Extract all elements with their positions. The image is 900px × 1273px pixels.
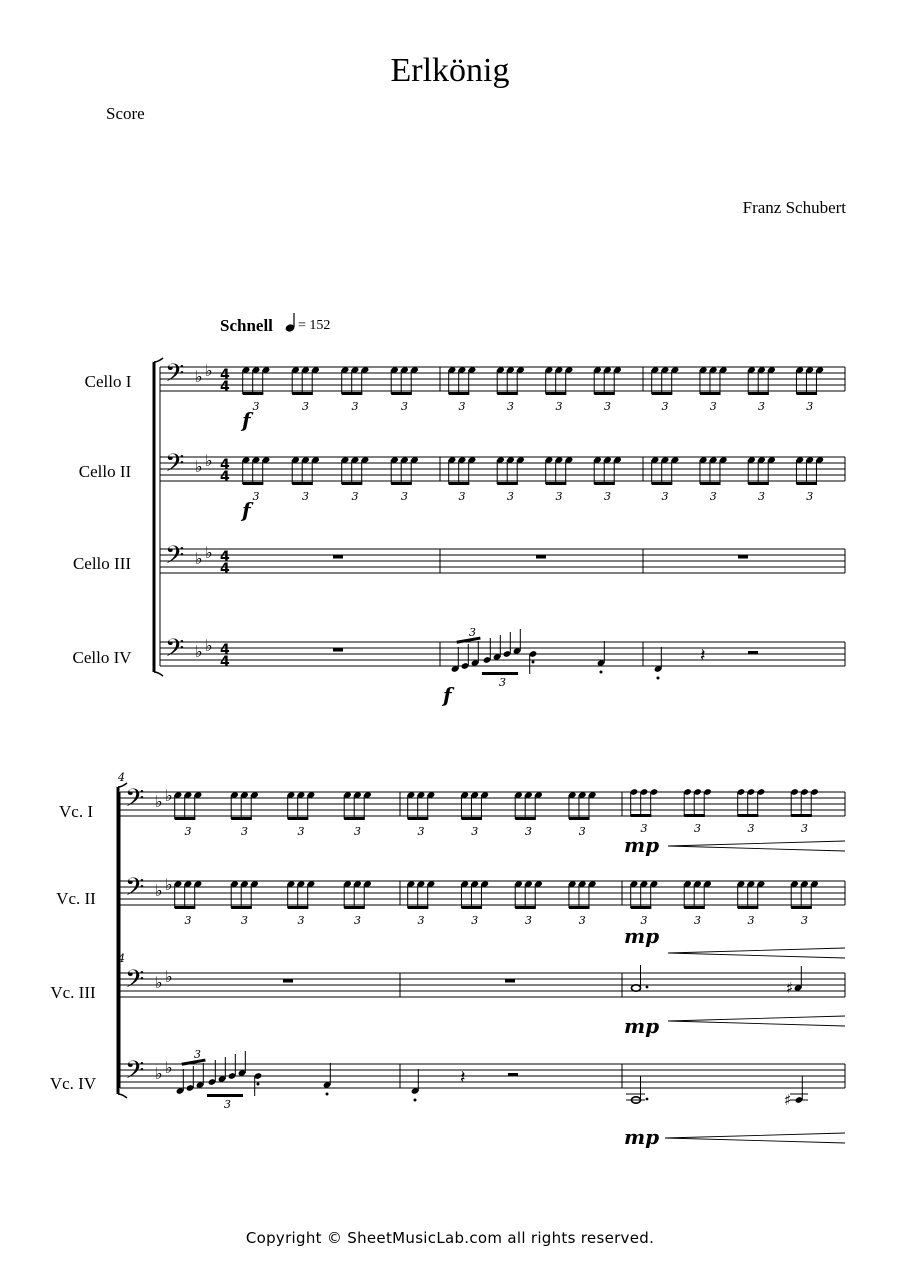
beam	[748, 482, 769, 485]
beam	[391, 392, 412, 395]
beam	[408, 906, 429, 909]
bass-clef-icon: 𝄢	[165, 634, 185, 669]
beam	[449, 392, 470, 395]
augmentation-dot	[646, 1098, 649, 1101]
beam	[652, 392, 673, 395]
tuplet-number: 3	[640, 914, 648, 927]
staff	[160, 642, 845, 666]
tuplet-number: 3	[806, 490, 814, 503]
tuplet-number: 3	[661, 490, 669, 503]
tuplet-number: 3	[252, 490, 260, 503]
flat-icon: ♭	[195, 367, 203, 386]
flat-icon: ♭	[195, 549, 203, 568]
tuplet-number: 3	[458, 400, 466, 413]
flat-icon: ♭	[205, 361, 213, 380]
staccato-dot	[657, 677, 660, 680]
tuplet-number: 3	[525, 825, 532, 838]
tuplet-number: 3	[252, 400, 260, 413]
measure-number: 4	[118, 771, 125, 784]
dynamic-mp: mp	[624, 924, 660, 948]
beam	[461, 906, 482, 909]
tuplet-number: 3	[758, 490, 765, 503]
beam	[738, 906, 759, 909]
tuplet-number: 3	[417, 914, 425, 927]
staccato-dot	[532, 661, 535, 664]
tuplet-number: 3	[471, 914, 479, 927]
sharp-icon: ♯	[784, 1091, 792, 1109]
flat-icon: ♭	[165, 1058, 173, 1077]
staccato-dot	[326, 1093, 329, 1096]
beam	[207, 1094, 243, 1097]
flat-icon: ♭	[165, 967, 173, 986]
beam	[243, 482, 264, 485]
tuplet-number: 3	[604, 490, 611, 503]
crescendo-hairpin	[668, 841, 845, 851]
beam	[342, 392, 363, 395]
tuplet-number: 3	[555, 490, 563, 503]
tuplet-number: 3	[224, 1098, 231, 1111]
tuplet-number: 3	[401, 400, 408, 413]
beam	[288, 906, 309, 909]
instrument-name-vc-2: Vc. II	[56, 889, 96, 908]
beam	[738, 814, 759, 817]
beam	[700, 392, 721, 395]
beam	[175, 906, 196, 909]
tuplet-number: 3	[297, 825, 305, 838]
bass-clef-icon: 𝄢	[165, 449, 185, 484]
flat-icon: ♭	[195, 457, 203, 476]
tuplet-number: 3	[525, 914, 532, 927]
dynamic-mp: mp	[624, 833, 660, 857]
beam	[700, 482, 721, 485]
tuplet-number: 3	[297, 914, 305, 927]
dynamic-f: f	[242, 498, 251, 522]
beam	[515, 817, 536, 820]
tuplet-number: 3	[184, 914, 192, 927]
beam	[546, 482, 567, 485]
tuplet-number: 3	[417, 825, 425, 838]
time-signature: 4	[220, 457, 230, 473]
beam	[292, 482, 313, 485]
half-rest	[508, 1073, 518, 1076]
whole-rest	[283, 979, 293, 983]
beam	[391, 482, 412, 485]
tuplet-number: 3	[401, 490, 408, 503]
crescendo-hairpin	[668, 1016, 845, 1026]
staff	[120, 973, 845, 997]
staff-layer	[117, 358, 845, 1149]
tuplet-number: 3	[184, 825, 192, 838]
tuplet-number: 3	[661, 400, 669, 413]
time-signature: 4	[220, 654, 230, 670]
flat-icon: ♭	[165, 875, 173, 894]
tuplet-number: 3	[747, 822, 755, 835]
beam	[243, 392, 264, 395]
tuplet-number: 3	[302, 490, 309, 503]
beam	[748, 392, 769, 395]
tempo-note-icon	[285, 313, 296, 333]
tuplet-number: 3	[241, 914, 248, 927]
tuplet-number: 3	[555, 400, 563, 413]
beam	[497, 482, 518, 485]
beam	[684, 814, 705, 817]
beam	[652, 482, 673, 485]
tuplet-number: 3	[604, 400, 611, 413]
tuplet-number: 3	[351, 490, 359, 503]
augmentation-dot	[646, 986, 649, 989]
beam	[288, 817, 309, 820]
bracket-hook	[154, 358, 163, 362]
beam	[546, 392, 567, 395]
instrument-name-vc-3: Vc. III	[50, 983, 96, 1002]
dynamic-mp: mp	[624, 1125, 660, 1149]
tuplet-number: 3	[507, 490, 514, 503]
bass-clef-icon: 𝄢	[125, 873, 145, 908]
time-signature: 4	[220, 549, 230, 565]
dynamic-f: f	[242, 408, 251, 432]
composer-name: Franz Schubert	[742, 198, 846, 217]
flat-icon: ♭	[205, 451, 213, 470]
instrument-name-cello-3: Cello III	[72, 554, 132, 573]
beam	[631, 814, 652, 817]
whole-rest	[505, 979, 515, 983]
tuplet-number: 3	[469, 626, 476, 639]
time-signature: 4	[220, 367, 230, 383]
instrument-name-cello-2: Cello II	[78, 462, 132, 481]
beam	[791, 814, 812, 817]
whole-rest	[333, 555, 343, 559]
tuplet-number: 3	[801, 822, 808, 835]
tuplet-number: 3	[241, 825, 248, 838]
flat-icon: ♭	[205, 543, 213, 562]
quarter-rest-icon: 𝄽	[700, 645, 706, 666]
beam	[791, 906, 812, 909]
whole-rest	[536, 555, 546, 559]
beam	[796, 482, 817, 485]
tuplet-number: 3	[354, 825, 361, 838]
dotted-half-note	[632, 985, 641, 991]
bass-clef-icon: 𝄢	[125, 1056, 145, 1091]
instrument-name-vc-4: Vc. IV	[49, 1074, 97, 1093]
time-signature: 4	[220, 642, 230, 658]
beam	[497, 392, 518, 395]
quarter-rest-icon: 𝄽	[460, 1067, 466, 1088]
tuplet-number: 3	[758, 400, 765, 413]
beam	[796, 392, 817, 395]
bass-clef-icon: 𝄢	[125, 784, 145, 819]
beam	[461, 817, 482, 820]
whole-rest	[738, 555, 748, 559]
staccato-dot	[600, 671, 603, 674]
flat-icon: ♭	[195, 642, 203, 661]
half-rest	[748, 651, 758, 654]
beam	[408, 817, 429, 820]
score-label: Score	[106, 104, 145, 123]
tuplet-number: 3	[499, 676, 506, 689]
tempo-bpm: = 152	[298, 318, 331, 333]
whole-rest	[333, 648, 343, 652]
sharp-icon: ♯	[786, 979, 794, 997]
time-signature: 4	[220, 469, 230, 485]
flat-icon: ♭	[155, 973, 163, 992]
staff	[160, 549, 845, 573]
staccato-dot	[414, 1099, 417, 1102]
tuplet-number: 3	[354, 914, 361, 927]
copyright-footer: Copyright © SheetMusicLab.com all rights reserved.	[245, 1229, 655, 1247]
score-title: Erlkönig	[390, 52, 510, 89]
flat-icon: ♭	[205, 636, 213, 655]
tuplet-number: 3	[694, 822, 701, 835]
tuplet-number: 3	[640, 822, 648, 835]
tuplet-number: 3	[458, 490, 466, 503]
beam	[344, 906, 365, 909]
staccato-dot	[257, 1083, 260, 1086]
tuplet-number: 3	[801, 914, 808, 927]
flat-icon: ♭	[165, 786, 173, 805]
flat-icon: ♭	[155, 1064, 163, 1083]
dynamic-f: f	[443, 683, 452, 707]
bass-clef-icon: 𝄢	[125, 965, 145, 1000]
tempo-marking: Schnell	[220, 316, 273, 335]
tuplet-number: 3	[578, 825, 586, 838]
beam	[569, 817, 590, 820]
tuplet-number: 3	[471, 825, 479, 838]
instrument-name-cello-4: Cello IV	[72, 648, 132, 667]
tuplet-number: 3	[806, 400, 814, 413]
tuplet-number: 3	[709, 490, 717, 503]
time-signature: 4	[220, 561, 230, 577]
beam	[449, 482, 470, 485]
beam	[631, 906, 652, 909]
tuplet-number: 3	[747, 914, 755, 927]
flat-icon: ♭	[155, 881, 163, 900]
bass-clef-icon: 𝄢	[165, 541, 185, 576]
tuplet-number: 3	[302, 400, 309, 413]
crescendo-hairpin	[668, 948, 845, 958]
bracket-hook	[154, 672, 163, 676]
beam	[342, 482, 363, 485]
beam	[515, 906, 536, 909]
beam	[569, 906, 590, 909]
beam	[594, 392, 615, 395]
crescendo-hairpin	[665, 1133, 845, 1143]
beam	[175, 817, 196, 820]
beam	[292, 392, 313, 395]
instrument-name-cello-1: Cello I	[84, 372, 132, 391]
tuplet-number: 3	[507, 400, 514, 413]
tuplet-number: 3	[578, 914, 586, 927]
bass-clef-icon: 𝄢	[165, 359, 185, 394]
beam	[231, 906, 252, 909]
beam	[482, 672, 518, 675]
tuplet-number: 3	[351, 400, 359, 413]
flat-icon: ♭	[155, 792, 163, 811]
dynamic-mp: mp	[624, 1014, 660, 1038]
time-signature: 4	[220, 379, 230, 395]
beam	[231, 817, 252, 820]
beam	[684, 906, 705, 909]
bracket-hook	[118, 1094, 127, 1098]
measure-number: 4	[118, 952, 125, 965]
beam	[344, 817, 365, 820]
instrument-name-vc-1: Vc. I	[59, 802, 93, 821]
beam	[594, 482, 615, 485]
tuplet-number: 3	[194, 1048, 201, 1061]
tuplet-number: 3	[709, 400, 717, 413]
tuplet-number: 3	[694, 914, 701, 927]
